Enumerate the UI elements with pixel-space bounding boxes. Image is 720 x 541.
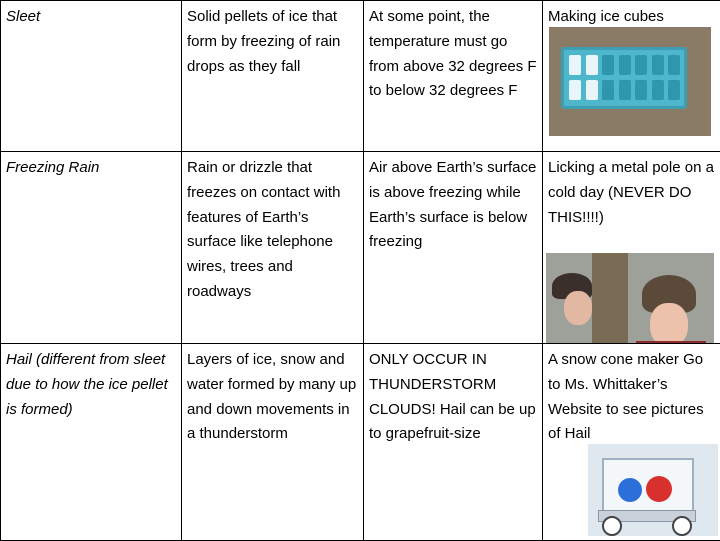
tray-cell bbox=[635, 80, 647, 100]
tray-cell bbox=[668, 55, 680, 75]
tray-cell bbox=[652, 55, 664, 75]
tray-cell bbox=[569, 55, 581, 75]
term-cell bbox=[1, 152, 182, 344]
example-cell bbox=[543, 152, 720, 344]
formation-hail: ONLY OCCUR IN THUNDERSTORM CLOUDS! Hail can be up to grapefruit-size bbox=[369, 351, 536, 442]
tray-cell bbox=[619, 80, 631, 100]
example-sleet: Making ice cubes bbox=[548, 8, 664, 25]
tray-cell bbox=[602, 80, 614, 100]
face-shape bbox=[564, 291, 592, 325]
table-row-freezing-rain bbox=[1, 152, 720, 344]
definition-sleet: Solid pellets of ice that form by freezing of rain drops as they fall bbox=[187, 8, 340, 75]
table-row-sleet bbox=[1, 1, 720, 152]
pole-shape bbox=[592, 253, 628, 344]
definition-freezing-rain: Rain or drizzle that freezes on contact with features of Earth’s surface like telephone wires, trees and roadways bbox=[187, 159, 340, 300]
tray-cell bbox=[602, 55, 614, 75]
term-hail: Hail (different from sleet due to how the ice pellet is formed) bbox=[6, 351, 168, 418]
example-cell bbox=[543, 344, 720, 541]
wheel-shape bbox=[672, 516, 692, 536]
ice-tray-image bbox=[549, 27, 711, 136]
definition-cell bbox=[182, 152, 364, 344]
wheel-shape bbox=[602, 516, 622, 536]
example-freezing-rain: Licking a metal pole on a cold day (NEVER DO THIS!!!!) bbox=[548, 159, 714, 226]
term-cell bbox=[1, 1, 182, 152]
example-cell bbox=[543, 1, 720, 152]
pole-image bbox=[546, 253, 714, 344]
definition-cell bbox=[182, 344, 364, 541]
face-shape bbox=[650, 303, 688, 344]
formation-cell bbox=[364, 152, 543, 344]
term-freezing-rain: Freezing Rain bbox=[6, 159, 99, 176]
tray-shape bbox=[561, 47, 687, 109]
tray-cell bbox=[586, 55, 598, 75]
definition-hail: Layers of ice, snow and water formed by many up and down movements in a thunderstorm bbox=[187, 351, 356, 442]
formation-cell bbox=[364, 1, 543, 152]
red-snow-cone bbox=[646, 476, 672, 502]
tray-cell bbox=[586, 80, 598, 100]
example-hail: A snow cone maker Go to Ms. Whittaker’s Website to see pictures of Hail bbox=[548, 351, 704, 442]
tray-cell bbox=[668, 80, 680, 100]
term-sleet: Sleet bbox=[6, 8, 40, 25]
snow-cone-image bbox=[588, 444, 718, 536]
table-row-hail bbox=[1, 344, 720, 541]
formation-sleet: At some point, the temperature must go from above 32 degrees F to below 32 degrees F bbox=[369, 8, 537, 99]
tray-cell bbox=[652, 80, 664, 100]
formation-cell bbox=[364, 344, 543, 541]
tray-cell bbox=[569, 80, 581, 100]
tray-cell bbox=[635, 55, 647, 75]
term-cell bbox=[1, 344, 182, 541]
tray-cell bbox=[619, 55, 631, 75]
formation-freezing-rain: Air above Earth’s surface is above freezing while Earth’s surface is below freezing bbox=[369, 159, 536, 250]
definition-cell bbox=[182, 1, 364, 152]
blue-snow-cone bbox=[618, 478, 642, 502]
